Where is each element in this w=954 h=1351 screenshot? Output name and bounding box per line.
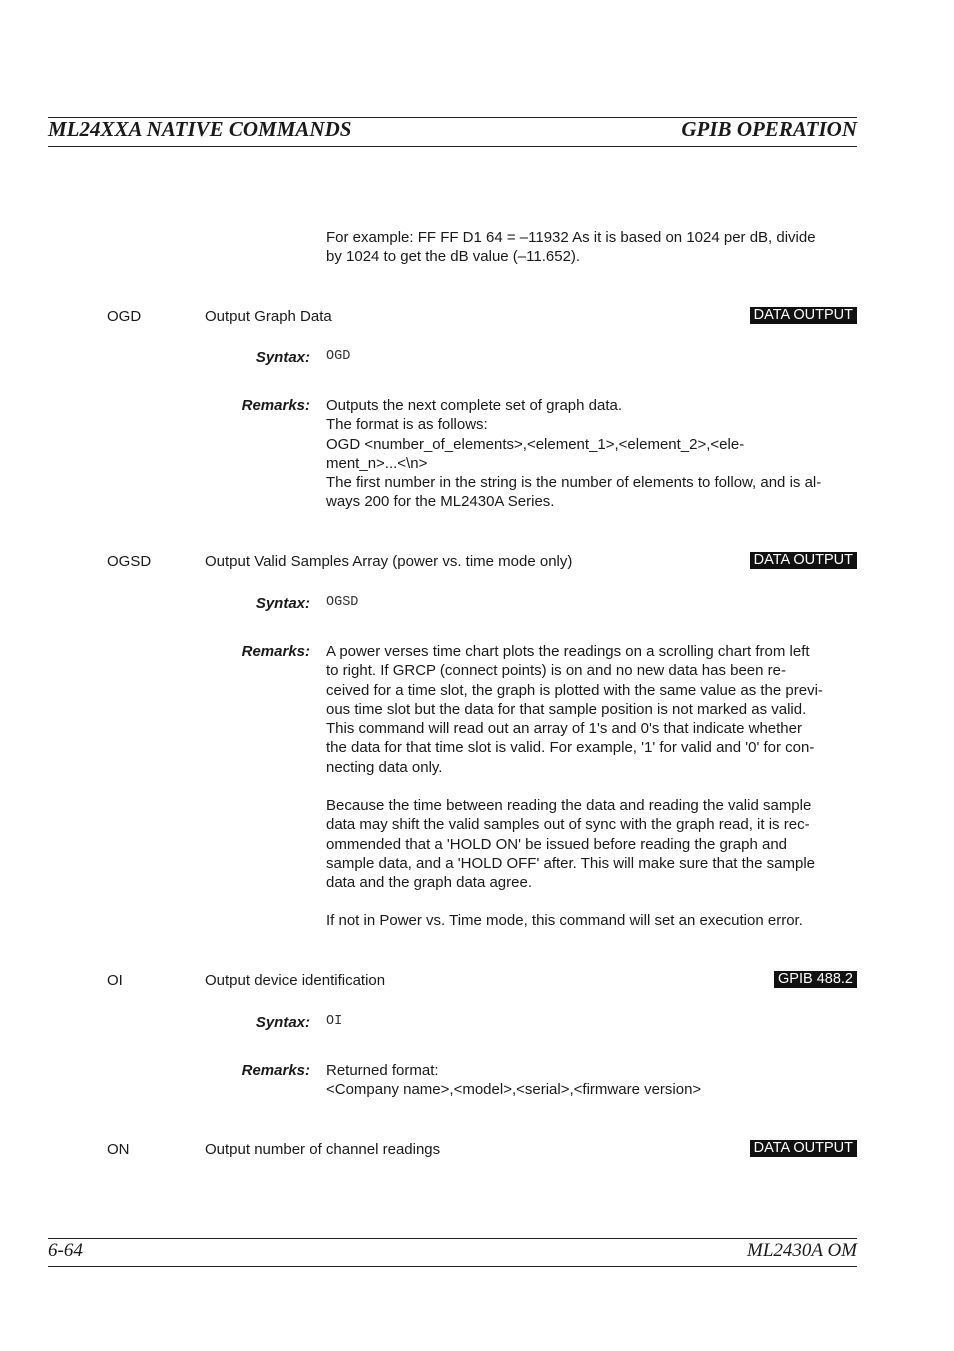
- command-title-on: Output number of channel readings: [205, 1141, 441, 1158]
- header-bottom-rule: [48, 146, 857, 147]
- category-badge-ogd: DATA OUTPUT: [750, 307, 857, 324]
- syntax-label: Syntax:: [255, 1014, 310, 1031]
- command-name-on: ON: [107, 1141, 130, 1158]
- command-name-ogsd: OGSD: [107, 553, 152, 570]
- chapter-title: GPIB OPERATION: [681, 117, 857, 141]
- syntax-value-ogsd: OGSD: [326, 595, 359, 610]
- syntax-label: Syntax:: [255, 349, 310, 366]
- remarks-oi: Returned format: <Company name>,<model>,<serial>,<firmware version>: [326, 1062, 702, 1099]
- category-badge-ogsd: DATA OUTPUT: [750, 552, 857, 569]
- command-title-oi: Output device identification: [205, 972, 386, 989]
- command-name-ogd: OGD: [107, 308, 142, 325]
- category-badge-oi: GPIB 488.2: [774, 971, 857, 988]
- footer-bottom-rule: [48, 1266, 857, 1267]
- remarks-ogsd-paragraph-2: Because the time between reading the data and reading the valid sample data may shift the valid samples out of sync with the graph read, it is rec- ommended that a 'HOLD ON' be issued before reading the graph and sample data, and a 'HOLD OFF' after. This will make sure that the sample data and the graph data agree.: [326, 797, 815, 892]
- remarks-label: Remarks:: [241, 397, 310, 414]
- command-title-ogsd: Output Valid Samples Array (power vs. time mode only): [205, 553, 573, 570]
- command-name-oi: OI: [107, 972, 123, 989]
- syntax-label: Syntax:: [255, 595, 310, 612]
- category-badge-on: DATA OUTPUT: [750, 1140, 857, 1157]
- manual-name: ML2430A OM: [747, 1240, 857, 1261]
- section-title: ML24XXA NATIVE COMMANDS: [48, 117, 352, 141]
- remarks-label: Remarks:: [241, 1062, 310, 1079]
- remarks-ogd: Outputs the next complete set of graph data. The format is as follows: OGD <number_of_elements>,<element_1>,<element_2>,<ele- ment_n>...<\n> The first number in the string is the number of elements to follow, and is al- ways 200 for the ML2430A Series.: [326, 397, 822, 511]
- syntax-value-ogd: OGD: [326, 349, 351, 364]
- remarks-label: Remarks:: [241, 643, 310, 660]
- remarks-ogsd-paragraph-3: If not in Power vs. Time mode, this command will set an execution error.: [326, 912, 803, 929]
- remarks-ogsd-paragraph-1: A power verses time chart plots the readings on a scrolling chart from left to right. If GRCP (connect points) is on and no new data has been re- ceived for a time slot, the graph is plotted with the same value as the previ- ous time slot but the data for that sample position is not marked as valid. This command will read out an array of 1's and 0's that indicate whether the data for that time slot is valid. For example, '1' for valid and '0' for con- necting data only.: [326, 643, 823, 776]
- footer-top-rule: [48, 1238, 857, 1239]
- intro-paragraph: For example: FF FF D1 64 = –11932 As it is based on 1024 per dB, divide by 1024 to get the dB value (–11.652).: [326, 229, 816, 266]
- syntax-value-oi: OI: [326, 1014, 343, 1029]
- command-title-ogd: Output Graph Data: [205, 308, 332, 325]
- page-number: 6-64: [48, 1240, 83, 1261]
